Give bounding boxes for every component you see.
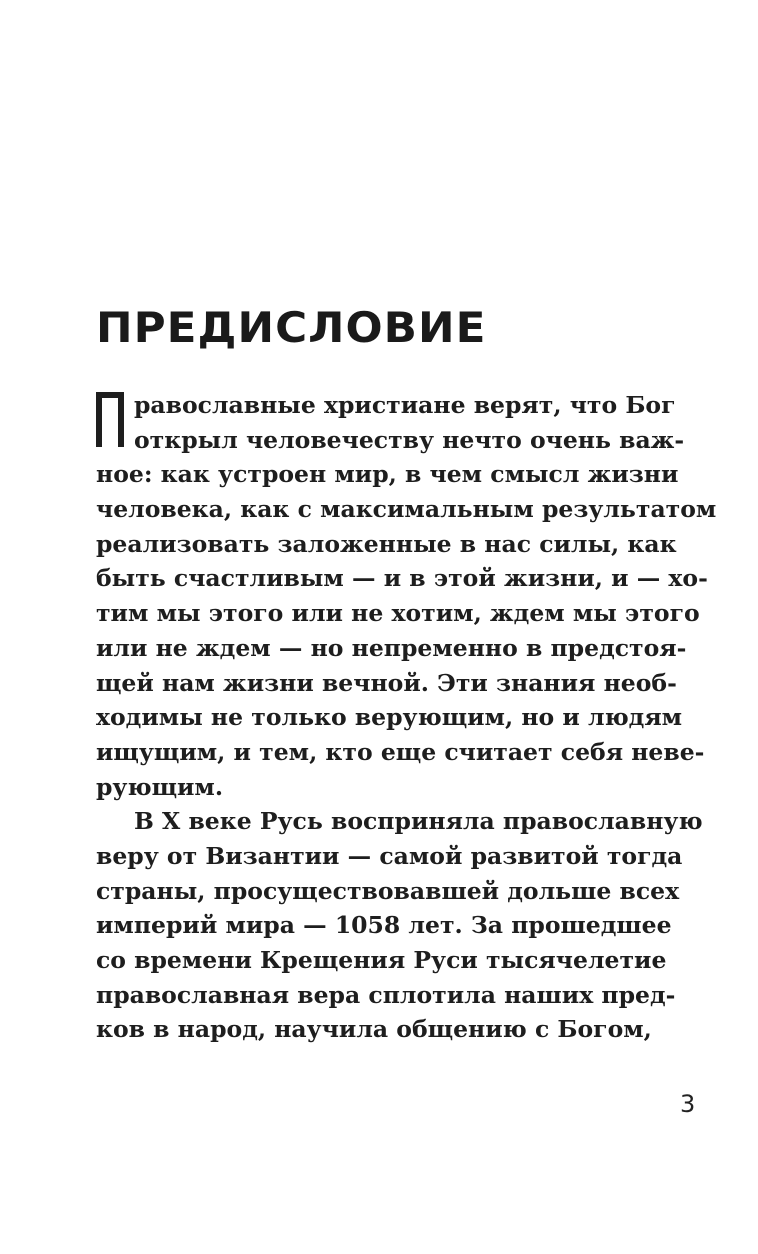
text-line: тим мы этого или не хотим, ждем мы этого — [96, 599, 700, 628]
text-line: ходимы не только верующим, но и людям — [96, 703, 683, 732]
text-line: со времени Крещения Руси тысячелетие — [96, 946, 667, 974]
page-number: 3 — [680, 1090, 696, 1118]
text-line: ное: как устроен мир, в чем смысл жизни — [96, 460, 679, 489]
text-line: реализовать заложенные в нас силы, как — [96, 529, 677, 558]
text-line: ков в народ, научила общению с Богом, — [96, 1015, 652, 1044]
paragraph-2 — [96, 804, 703, 1047]
text-line: ищущим, и тем, кто еще считает себя неве- — [96, 737, 705, 766]
text-line: равославные христиане верят, что Бог — [134, 391, 676, 419]
text-line: открыл человечеству нечто очень важ- — [134, 425, 685, 454]
text-line: веру от Византии — самой развитой тогда — [96, 841, 683, 870]
body-text — [96, 388, 717, 1047]
text-line: рующим. — [96, 772, 224, 801]
text-line: страны, просуществовавшей дольше всех — [96, 876, 680, 905]
text-line: щей нам жизни вечной. Эти знания необ- — [96, 668, 677, 697]
text-line: быть счастливым — и в этой жизни, и — хо- — [96, 564, 708, 593]
chapter-heading: ПРЕДИСЛОВИЕ — [96, 303, 487, 352]
text-line: империй мира — 1058 лет. За прошедшее — [96, 911, 672, 940]
text-line: В X веке Русь восприняла православную — [134, 807, 703, 836]
text-line: человека, как с максимальным результатом — [96, 495, 717, 524]
text-line: православная вера сплотила наших пред- — [96, 980, 676, 1009]
text-line: или не ждем — но непременно в предстоя- — [96, 633, 687, 662]
paragraph-1 — [96, 388, 717, 804]
